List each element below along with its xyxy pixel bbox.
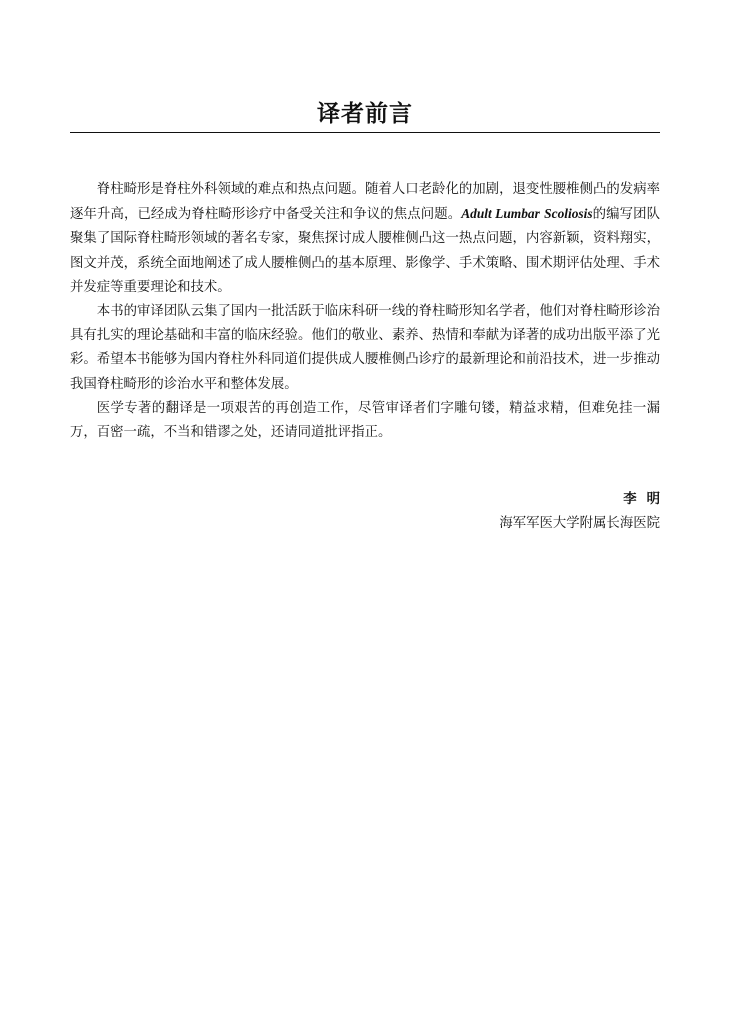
- signature-affiliation: 海军军医大学附属长海医院: [499, 516, 660, 531]
- paragraph-1-after: 的编写团队聚集了国际脊柱畸形领域的著名专家，聚焦探讨成人腰椎侧凸这一热点问题，内容新颖，资料翔实，图文并茂，系统全面地阐述了成人腰椎侧凸的基本原理、影像学、手术策略、围术期评估处理、手术并发症等重要理论和技术。: [70, 207, 660, 295]
- preface-body: [70, 178, 660, 445]
- signature-name: 李 明: [623, 492, 660, 507]
- book-title-rest: Scoliosis: [544, 206, 593, 222]
- title-rule: [70, 132, 660, 133]
- paragraph-1-before: 脊柱畸形是脊柱外科领域的难点和热点问题。随着人口老龄化的加剧，退变性腰椎侧凸的发病率逐年升高，已经成为脊柱畸形诊疗中备受关注和争议的焦点问题。: [70, 182, 660, 223]
- book-title-bold: Adult Lumbar: [461, 206, 540, 222]
- paragraph-1: [70, 178, 660, 300]
- page-title: 译者前言: [317, 101, 413, 127]
- paragraph-2: 本书的审译团队云集了国内一批活跃于临床科研一线的脊柱畸形知名学者，他们对脊柱畸形诊治具有扎实的理论基础和丰富的临床经验。他们的敬业、素养、热情和奉献为译著的成功出版平添了光彩。希望本书能够为国内脊柱外科同道们提供成人腰椎侧凸诊疗的最新理论和前沿技术，进一步推动我国脊柱畸形的诊治水平和整体发展。: [70, 304, 660, 392]
- signature-block: [499, 488, 660, 536]
- paragraph-3: 医学专著的翻译是一项艰苦的再创造工作，尽管审译者们字雕句镂，精益求精，但难免挂一漏万，百密一疏，不当和错谬之处，还请同道批评指正。: [70, 400, 660, 441]
